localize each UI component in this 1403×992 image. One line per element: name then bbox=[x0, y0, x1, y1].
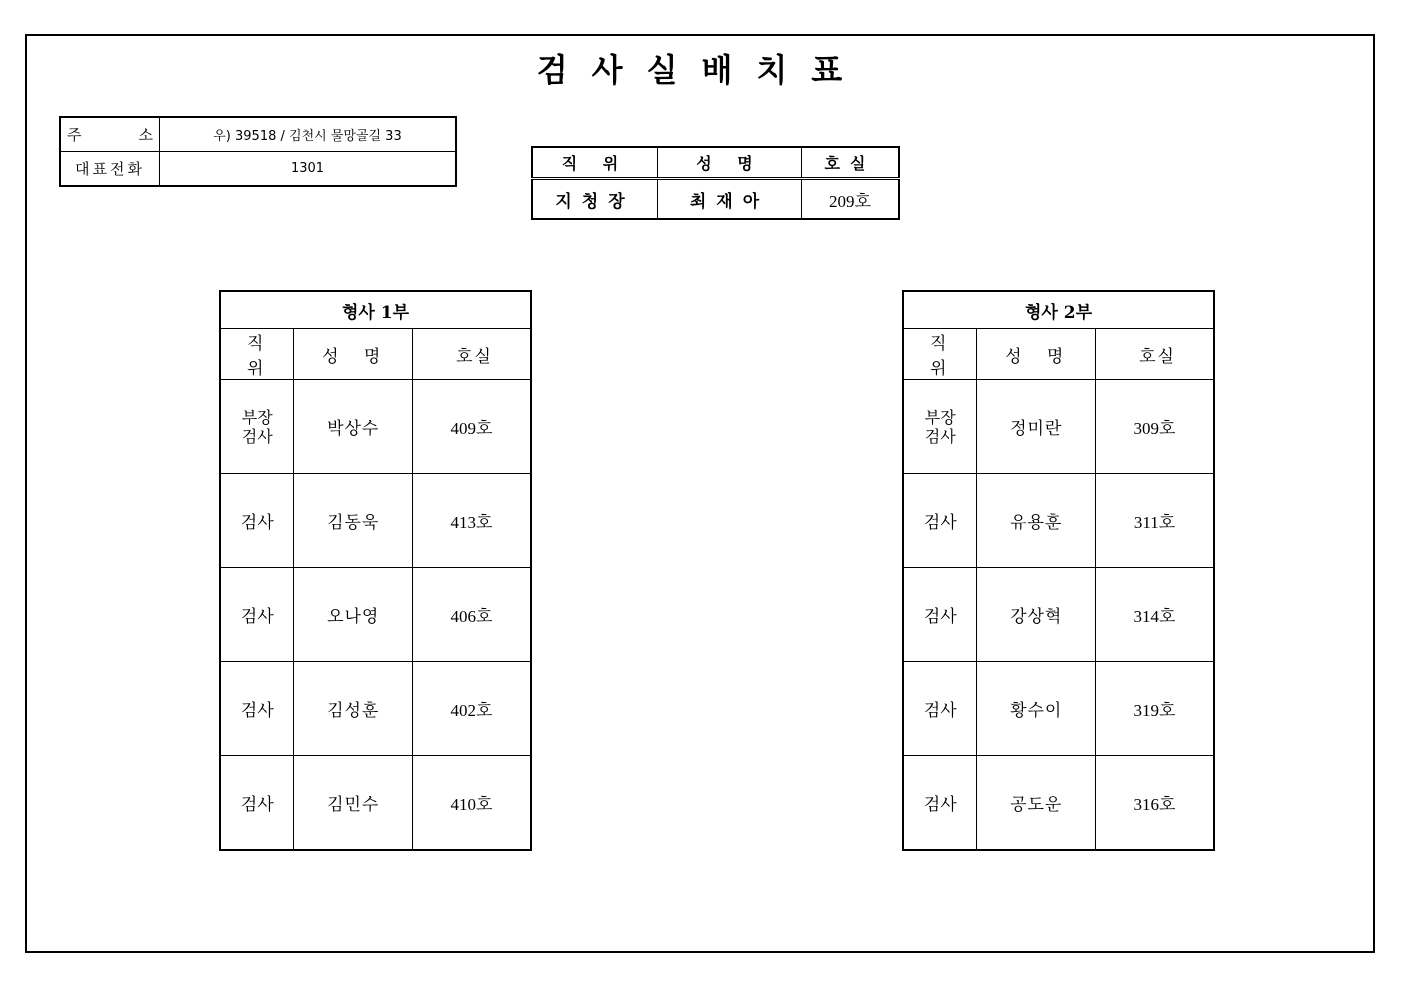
room-cell: 316호 bbox=[1096, 756, 1215, 851]
chief-room: 209호 bbox=[802, 179, 900, 220]
table-row bbox=[903, 756, 1214, 851]
column-header-position: 직 위 bbox=[220, 329, 294, 380]
column-header-position: 직 위 bbox=[903, 329, 977, 380]
name-cell: 강상혁 bbox=[977, 568, 1096, 662]
chief-name: 최재아 bbox=[658, 179, 802, 220]
column-header-name: 성 명 bbox=[977, 329, 1096, 380]
rank-cell: 검사 bbox=[220, 662, 294, 756]
rank-cell: 검사 bbox=[903, 568, 977, 662]
rank-cell: 검사 bbox=[903, 474, 977, 568]
division-1-table bbox=[219, 290, 532, 851]
table-row bbox=[220, 568, 531, 662]
division-2-table bbox=[902, 290, 1215, 851]
chief-header-name: 성 명 bbox=[658, 147, 802, 179]
room-cell: 406호 bbox=[413, 568, 532, 662]
room-cell: 413호 bbox=[413, 474, 532, 568]
chief-table bbox=[531, 146, 900, 220]
column-header-room: 호실 bbox=[413, 329, 532, 380]
address-value: 우) 39518 / 김천시 물망골길 33 bbox=[160, 117, 457, 152]
table-row bbox=[903, 474, 1214, 568]
address-table bbox=[59, 116, 457, 187]
rank-cell: 부장검사 bbox=[241, 407, 273, 446]
phone-label: 대표전화 bbox=[60, 152, 160, 187]
name-cell: 박상수 bbox=[294, 380, 413, 474]
room-cell: 402호 bbox=[413, 662, 532, 756]
table-row bbox=[220, 756, 531, 851]
rank-cell: 검사 bbox=[903, 662, 977, 756]
room-cell: 309호 bbox=[1096, 380, 1215, 474]
room-cell: 314호 bbox=[1096, 568, 1215, 662]
name-cell: 김동욱 bbox=[294, 474, 413, 568]
rank-cell: 검사 bbox=[903, 756, 977, 851]
table-row bbox=[220, 662, 531, 756]
column-header-room: 호실 bbox=[1096, 329, 1215, 380]
name-cell: 김성훈 bbox=[294, 662, 413, 756]
table-row bbox=[903, 662, 1214, 756]
table-row bbox=[220, 380, 531, 474]
rank-cell: 부장검사 bbox=[924, 407, 956, 446]
name-cell: 황수이 bbox=[977, 662, 1096, 756]
column-header-name: 성 명 bbox=[294, 329, 413, 380]
table-row bbox=[903, 380, 1214, 474]
division-title: 형사 2부 bbox=[903, 291, 1214, 329]
room-cell: 319호 bbox=[1096, 662, 1215, 756]
rank-cell: 검사 bbox=[220, 474, 294, 568]
table-row bbox=[903, 568, 1214, 662]
room-cell: 409호 bbox=[413, 380, 532, 474]
chief-header-room: 호실 bbox=[802, 147, 900, 179]
room-cell: 311호 bbox=[1096, 474, 1215, 568]
name-cell: 김민수 bbox=[294, 756, 413, 851]
page-title: 검사실배치표 bbox=[536, 51, 867, 89]
table-row bbox=[220, 474, 531, 568]
name-cell: 유용훈 bbox=[977, 474, 1096, 568]
phone-value: 1301 bbox=[160, 152, 457, 187]
name-cell: 오나영 bbox=[294, 568, 413, 662]
name-cell: 공도운 bbox=[977, 756, 1096, 851]
chief-position: 지청장 bbox=[532, 179, 658, 220]
room-cell: 410호 bbox=[413, 756, 532, 851]
rank-cell: 검사 bbox=[220, 756, 294, 851]
division-title: 형사 1부 bbox=[220, 291, 531, 329]
chief-header-position: 직 위 bbox=[532, 147, 658, 179]
address-label: 주 소 bbox=[60, 117, 160, 152]
name-cell: 정미란 bbox=[977, 380, 1096, 474]
rank-cell: 검사 bbox=[220, 568, 294, 662]
